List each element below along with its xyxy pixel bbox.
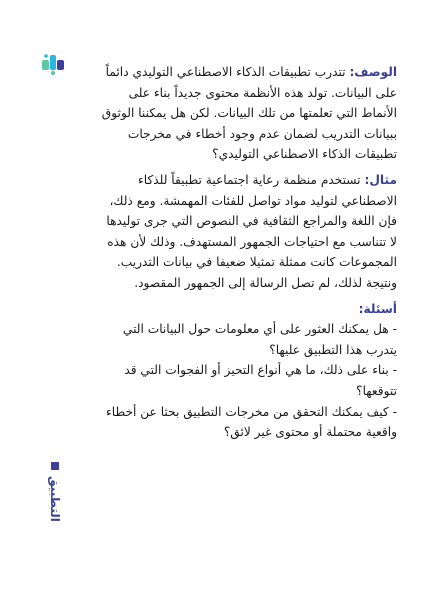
section-side-tab <box>44 462 68 540</box>
brand-logo-icon <box>40 50 66 76</box>
question-item: - كيف يمكنك التحقق من مخرجات التطبيق بحثا عن أخطاء واقعية محتملة أو محتوى غير لائق؟ <box>106 404 397 440</box>
description-paragraph <box>97 62 397 165</box>
questions-title: أسئلة: <box>358 301 397 316</box>
description-text: تتدرب تطبيقات الذكاء الاصطناعي التوليدي دائماً على البيانات. تولد هذه الأنظمة محتوى جديداً بناء على الأنماط التي تعلمتها من تلك البيانات. لكن هل يمكننا الوثوق ببيانات التدريب لضمان عدم وجود أخطاء في مخرجات تطبيقات الذكاء الاصطناعي التوليدي؟ <box>101 65 397 162</box>
example-text: تستخدم منظمة رعاية اجتماعية تطبيقاً للذكاء الاصطناعي لتوليد مواد تواصل للفئات المهمشة. ومع ذلك، فإن اللغة والمراجع الثقافية في النصوص التي جرى توليدها لا تتناسب مع احتياجات الجمهور المستهدف. وذلك لأن هذه المجموعات كانت ممثلة تمثيلا ضعيفا في بيانات التدريب. ونتيجة لذلك، لم تصل الرسالة إلى الجمهور المقصود. <box>106 172 397 290</box>
section-side-label: التطبيق <box>48 476 62 522</box>
example-paragraph <box>97 170 397 294</box>
square-marker-icon <box>51 462 59 470</box>
description-label: الوصف: <box>349 65 397 79</box>
question-item: - هل يمكنك العثور على أي معلومات حول البيانات التي يتدرب هذا التطبيق عليها؟ <box>122 322 397 357</box>
main-content <box>97 62 397 443</box>
example-label: مثال: <box>364 172 397 187</box>
question-item: - بناء على ذلك، ما هي أنواع التحيز أو الفجوات التي قد تتوقعها؟ <box>124 363 397 398</box>
